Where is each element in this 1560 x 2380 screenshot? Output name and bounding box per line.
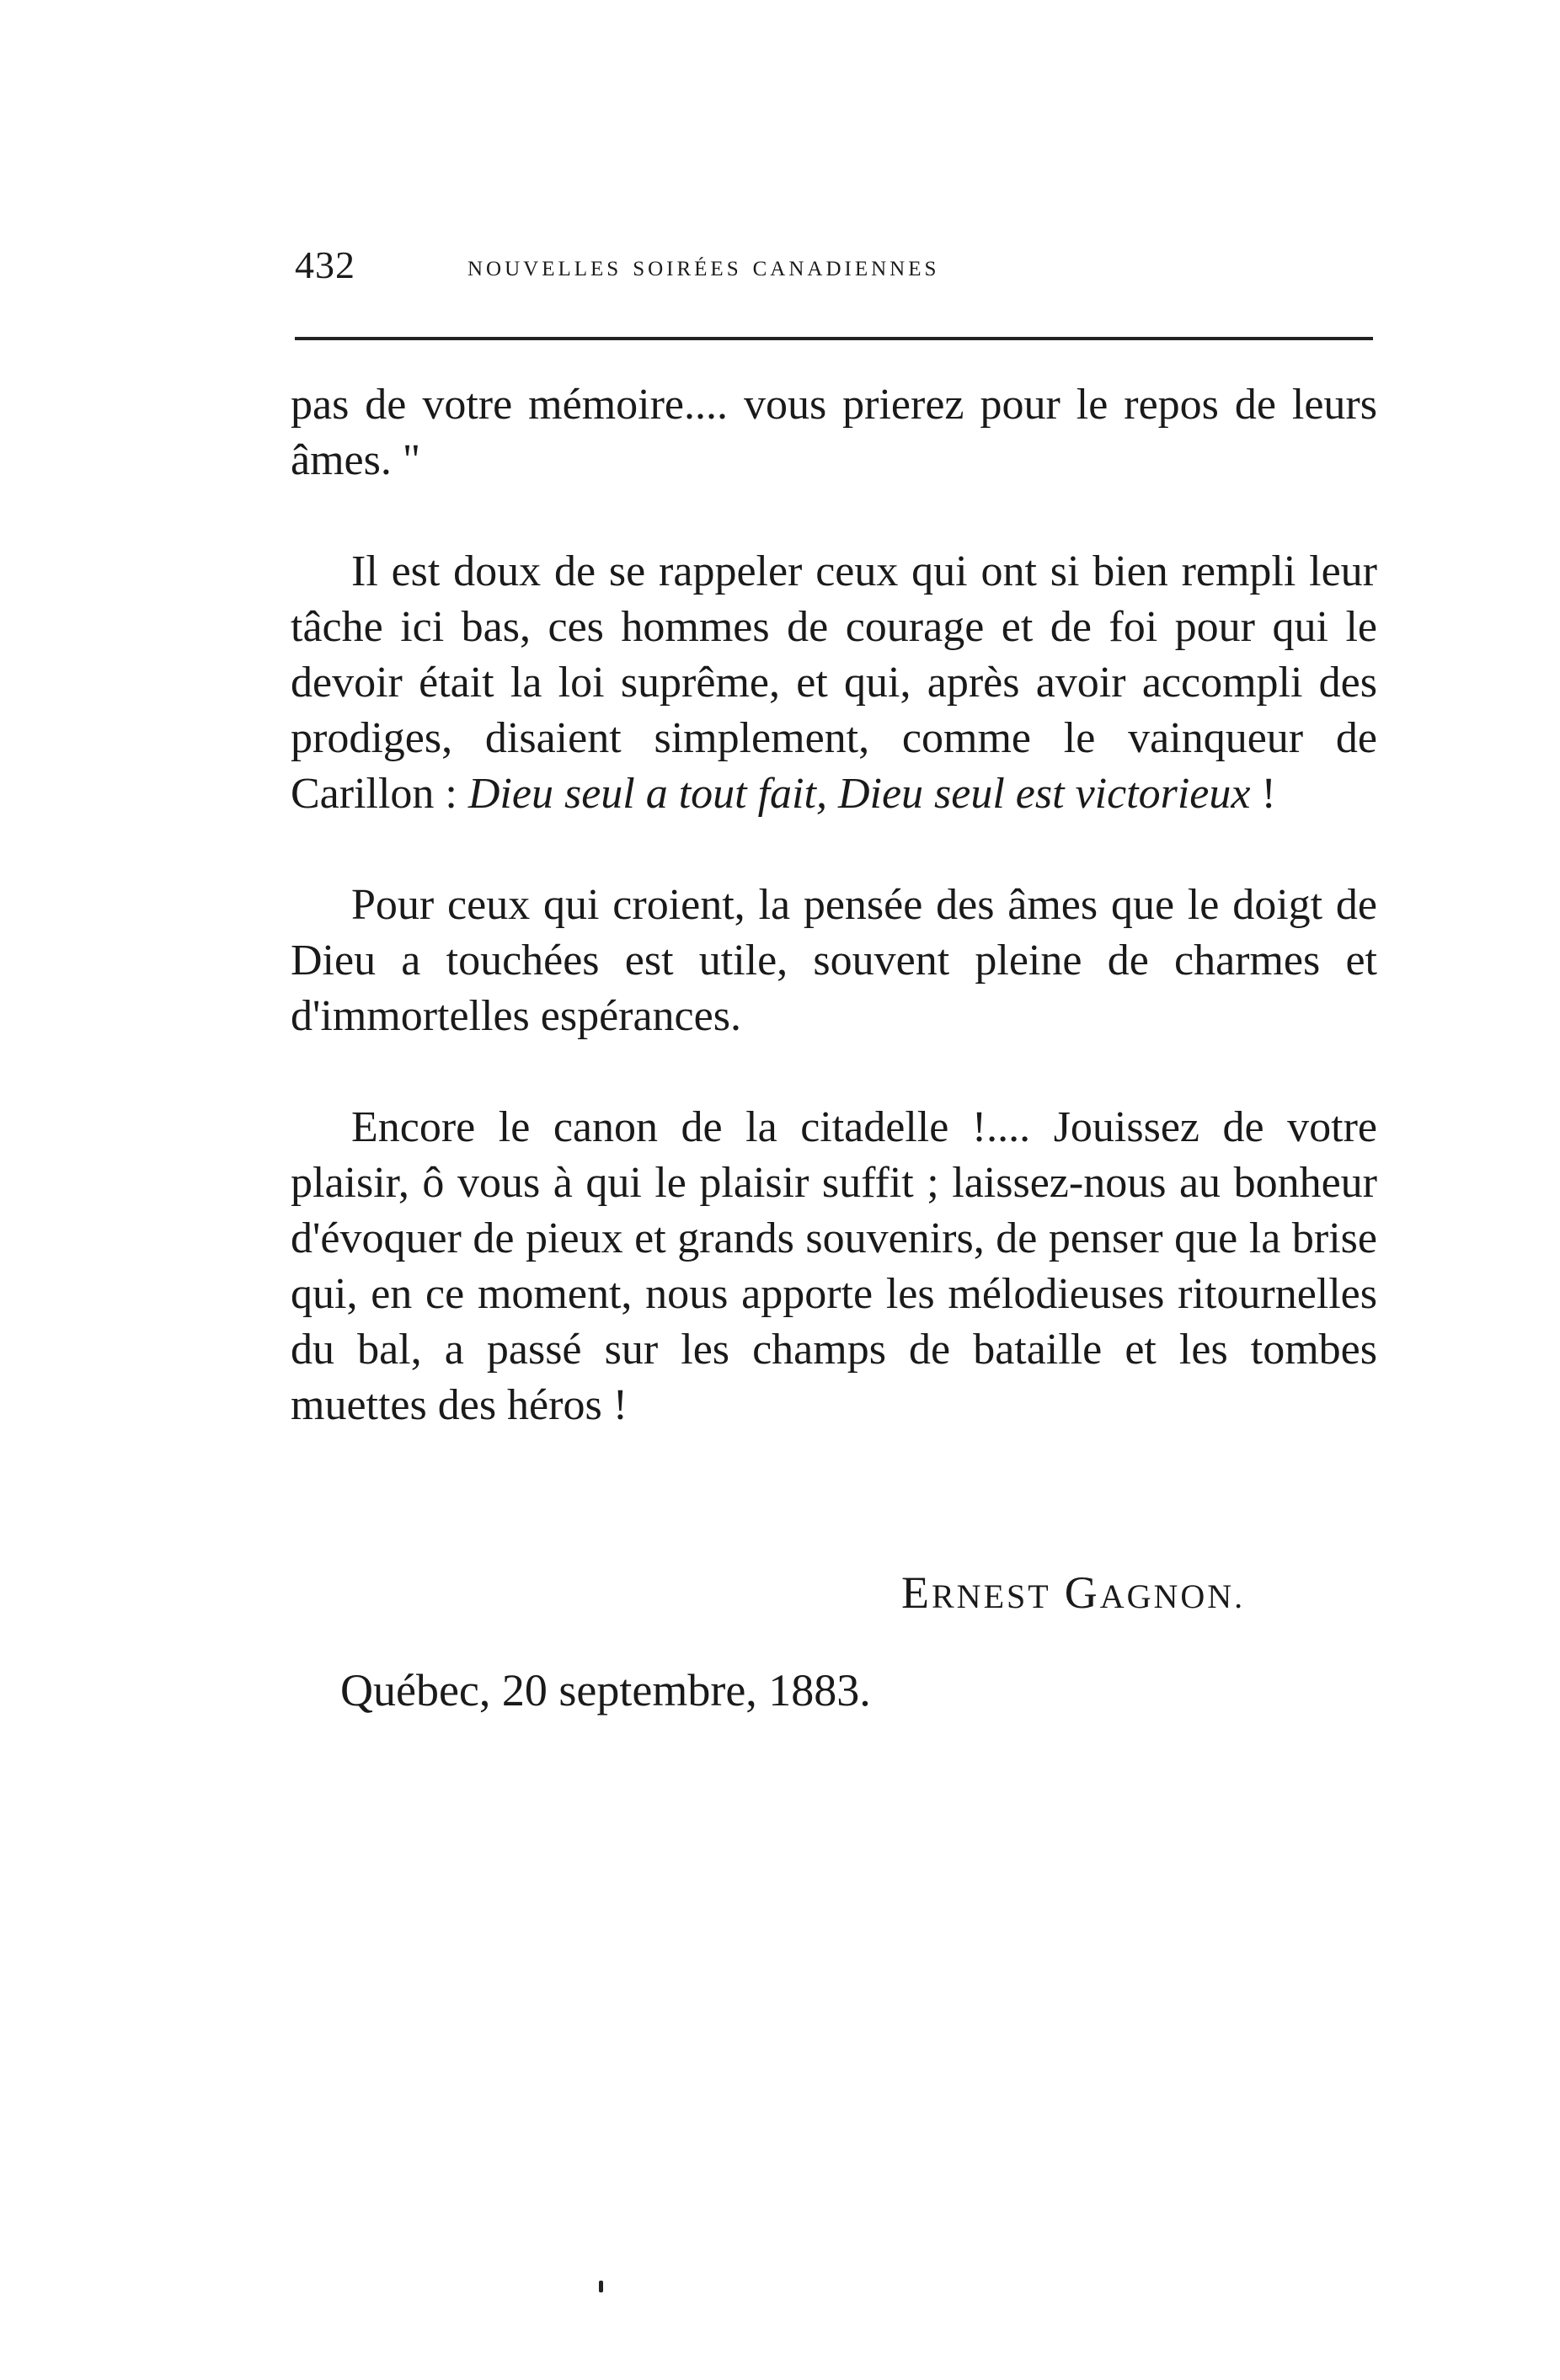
running-head [295, 243, 1373, 293]
paragraph-canon: Encore le canon de la citadelle !.... Jouissez de votre plaisir, ô vous à qui le plaisir suffit ; laissez-nous au bonheur d'évoquer de pieux et grands souvenirs, de penser que la brise qui, en ce moment, nous apporte les mélodieuses ritournelles du bal, a passé sur les champs de bataille et les tombes muettes des héros ! [291, 1103, 1377, 1429]
stray-print-mark [599, 2281, 603, 2292]
paragraph-souvenir-text: Il est doux de se rappeler ceux qui ont si bien rempli leur tâche ici bas, ces hommes de courage et de foi pour qui le devoir était la loi suprême, et qui, après avoir accompli des prodiges, disaient simplement, comme le vainqueur de Carillon : [291, 547, 1377, 818]
paragraph-souvenir-end: ! [1250, 770, 1276, 818]
body-text [291, 377, 1377, 1433]
author-signature [901, 1566, 1245, 1619]
paragraph-croyants: Pour ceux qui croient, la pensée des âmes que le doigt de Dieu a touchées est utile, souvent pleine de charmes et d'immortelles espérances. [291, 881, 1377, 1040]
running-title: nouvelles soirées canadiennes [467, 248, 940, 282]
page-number: 432 [295, 243, 355, 286]
paragraph-continuation: pas de votre mémoire.... vous prierez pour le repos de leurs âmes. " [291, 381, 1377, 484]
signature-first-initial: E [901, 1567, 932, 1618]
signature-last-rest: AGNON. [1099, 1577, 1246, 1615]
carillon-quote: Dieu seul a tout fait, Dieu seul est victorieux [467, 770, 1251, 818]
dateline: Québec, 20 septembre, 1883. [340, 1665, 871, 1716]
paragraph-souvenir [291, 544, 1377, 822]
header-rule [295, 337, 1373, 340]
signature-first-rest: RNEST [932, 1577, 1051, 1615]
signature-last-initial: G [1064, 1567, 1100, 1618]
